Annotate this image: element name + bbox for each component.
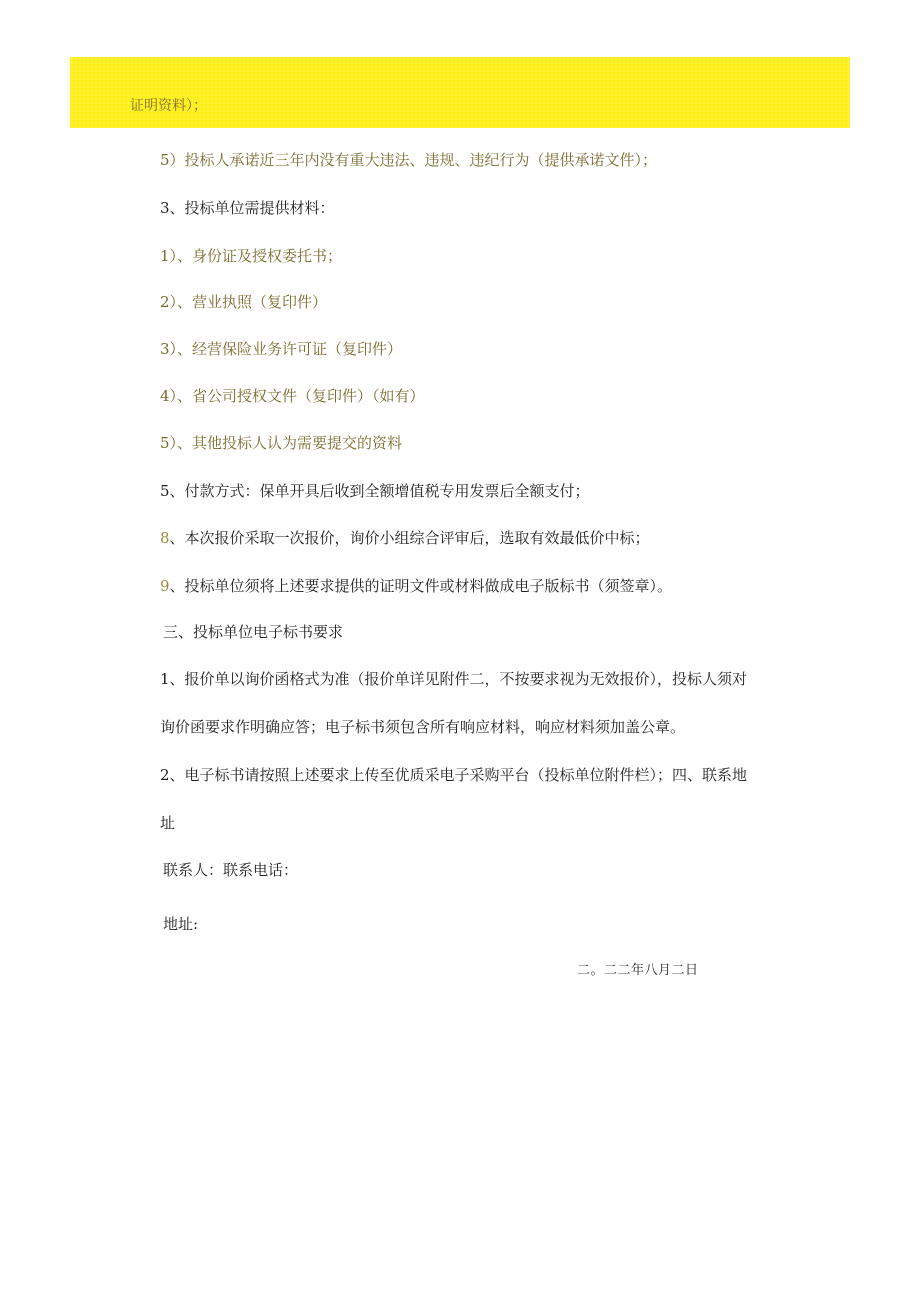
requirement-2-line-2: 址 <box>160 814 176 832</box>
contact-person-line: 联系人：联系电话： <box>163 861 299 879</box>
highlighted-text: 证明资料）； <box>130 98 207 114</box>
address-line: 地址: <box>163 915 199 933</box>
requirement-2-line-1: 2、电子标书请按照上述要求上传至优质采电子采购平台（投标单位附件栏）；四、联系地 <box>160 766 748 784</box>
requirement-1-line-2: 询价函要求作明确应答；电子标书须包含所有响应材料，响应材料须加盖公章。 <box>160 718 686 736</box>
material-item-2: 2）、营业执照（复印件） <box>160 293 328 311</box>
material-item-1: 1）、身份证及授权委托书； <box>160 247 343 265</box>
item-number-9: 9 <box>160 577 170 595</box>
quote-method-text: 、本次报价采取一次报价，询价小组综合评审后，选取有效最低价中标； <box>169 529 650 547</box>
bid-document-line <box>160 576 672 596</box>
document-date: 二。二二年八月二日 <box>577 963 699 978</box>
section-3-heading: 3、投标单位需提供材料： <box>160 199 335 217</box>
highlight-band <box>70 57 850 128</box>
material-item-5: 5）、其他投标人认为需要提交的资料 <box>160 434 403 452</box>
bid-document-text: 、投标单位须将上述要求提供的证明文件或材料做成电子版标书（须签章）。 <box>169 577 673 595</box>
item-number-8: 8 <box>160 529 170 547</box>
quote-method-line <box>160 528 650 548</box>
material-item-4: 4）、省公司授权文件（复印件）（如有） <box>160 387 425 405</box>
section-three-heading: 三、投标单位电子标书要求 <box>163 623 344 641</box>
payment-method-line: 5、付款方式：保单开具后收到全额增值税专用发票后全额支付； <box>160 482 590 500</box>
requirement-1-line-1: 1、报价单以询价函格式为准（报价单详见附件二，不按要求视为无效报价），投标人须对 <box>160 670 748 688</box>
material-item-3: 3）、经营保险业务许可证（复印件） <box>160 340 403 358</box>
commitment-line: 5）投标人承诺近三年内没有重大违法、违规、违纪行为（提供承诺文件）； <box>160 151 658 169</box>
